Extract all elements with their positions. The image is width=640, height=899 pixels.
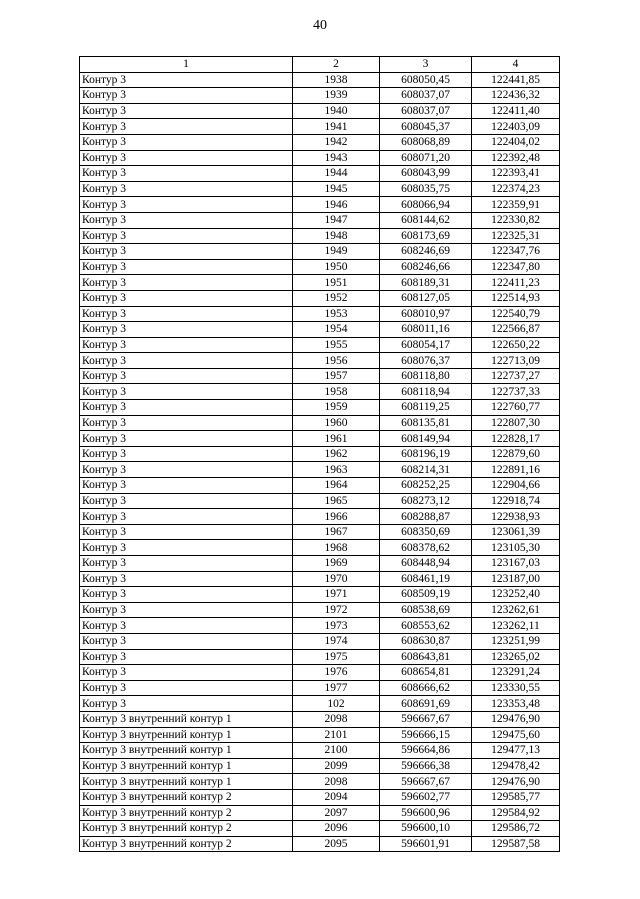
contour-name-cell: Контур 3 [80, 244, 293, 260]
y-coordinate-cell: 123291,24 [472, 665, 560, 681]
table-row [80, 166, 560, 182]
point-number-cell: 1968 [293, 540, 380, 556]
table-row [80, 774, 560, 790]
contour-name-cell: Контур 3 [80, 134, 293, 150]
contour-name-cell: Контур 3 [80, 88, 293, 104]
y-coordinate-cell: 122325,31 [472, 228, 560, 244]
contour-name-cell: Контур 3 [80, 228, 293, 244]
contour-name-cell: Контур 3 внутренний контур 1 [80, 743, 293, 759]
y-coordinate-cell: 122566,87 [472, 322, 560, 338]
y-coordinate-cell: 122392,48 [472, 150, 560, 166]
y-coordinate-cell: 122737,33 [472, 384, 560, 400]
point-number-cell: 1976 [293, 665, 380, 681]
point-number-cell: 1939 [293, 88, 380, 104]
contour-name-cell: Контур 3 [80, 197, 293, 213]
x-coordinate-cell: 608288,87 [380, 509, 472, 525]
contour-name-cell: Контур 3 [80, 103, 293, 119]
table-row [80, 789, 560, 805]
y-coordinate-cell: 129476,90 [472, 774, 560, 790]
contour-name-cell: Контур 3 [80, 556, 293, 572]
contour-name-cell: Контур 3 [80, 602, 293, 618]
table-row [80, 805, 560, 821]
header-col-2: 2 [293, 57, 380, 73]
point-number-cell: 1970 [293, 571, 380, 587]
contour-name-cell: Контур 3 внутренний контур 1 [80, 727, 293, 743]
y-coordinate-cell: 123262,61 [472, 602, 560, 618]
y-coordinate-cell: 122918,74 [472, 493, 560, 509]
point-number-cell: 1975 [293, 649, 380, 665]
contour-name-cell: Контур 3 [80, 587, 293, 603]
y-coordinate-cell: 129476,90 [472, 711, 560, 727]
x-coordinate-cell: 608127,05 [380, 290, 472, 306]
point-number-cell: 1952 [293, 290, 380, 306]
x-coordinate-cell: 608035,75 [380, 181, 472, 197]
point-number-cell: 1958 [293, 384, 380, 400]
table-row [80, 88, 560, 104]
coordinates-table [79, 56, 560, 852]
point-number-cell: 1945 [293, 181, 380, 197]
header-col-4: 4 [472, 57, 560, 73]
table-row [80, 711, 560, 727]
x-coordinate-cell: 608189,31 [380, 275, 472, 291]
y-coordinate-cell: 129477,13 [472, 743, 560, 759]
contour-name-cell: Контур 3 внутренний контур 1 [80, 774, 293, 790]
y-coordinate-cell: 122879,60 [472, 446, 560, 462]
y-coordinate-cell: 129475,60 [472, 727, 560, 743]
table-row [80, 119, 560, 135]
table-row [80, 306, 560, 322]
x-coordinate-cell: 608054,17 [380, 337, 472, 353]
point-number-cell: 1973 [293, 618, 380, 634]
x-coordinate-cell: 608010,97 [380, 306, 472, 322]
x-coordinate-cell: 596601,91 [380, 836, 472, 852]
point-number-cell: 1961 [293, 431, 380, 447]
y-coordinate-cell: 122891,16 [472, 462, 560, 478]
point-number-cell: 2098 [293, 774, 380, 790]
x-coordinate-cell: 608378,62 [380, 540, 472, 556]
point-number-cell: 1944 [293, 166, 380, 182]
x-coordinate-cell: 608654,81 [380, 665, 472, 681]
contour-name-cell: Контур 3 [80, 72, 293, 88]
x-coordinate-cell: 608037,07 [380, 103, 472, 119]
contour-name-cell: Контур 3 [80, 384, 293, 400]
x-coordinate-cell: 596664,86 [380, 743, 472, 759]
contour-name-cell: Контур 3 внутренний контур 2 [80, 805, 293, 821]
contour-name-cell: Контур 3 [80, 322, 293, 338]
point-number-cell: 2094 [293, 789, 380, 805]
table-row [80, 727, 560, 743]
y-coordinate-cell: 122540,79 [472, 306, 560, 322]
contour-name-cell: Контур 3 [80, 212, 293, 228]
x-coordinate-cell: 608273,12 [380, 493, 472, 509]
table-row [80, 571, 560, 587]
point-number-cell: 1941 [293, 119, 380, 135]
point-number-cell: 1947 [293, 212, 380, 228]
contour-name-cell: Контур 3 [80, 633, 293, 649]
y-coordinate-cell: 122441,85 [472, 72, 560, 88]
point-number-cell: 1972 [293, 602, 380, 618]
x-coordinate-cell: 608643,81 [380, 649, 472, 665]
x-coordinate-cell: 596666,38 [380, 758, 472, 774]
x-coordinate-cell: 608448,94 [380, 556, 472, 572]
y-coordinate-cell: 123330,55 [472, 680, 560, 696]
contour-name-cell: Контур 3 [80, 431, 293, 447]
contour-name-cell: Контур 3 внутренний контур 1 [80, 711, 293, 727]
table-row [80, 384, 560, 400]
x-coordinate-cell: 596602,77 [380, 789, 472, 805]
x-coordinate-cell: 608043,99 [380, 166, 472, 182]
point-number-cell: 1959 [293, 400, 380, 416]
table-row [80, 758, 560, 774]
x-coordinate-cell: 608350,69 [380, 524, 472, 540]
x-coordinate-cell: 608246,69 [380, 244, 472, 260]
point-number-cell: 1948 [293, 228, 380, 244]
table-row [80, 633, 560, 649]
x-coordinate-cell: 608045,37 [380, 119, 472, 135]
contour-name-cell: Контур 3 [80, 368, 293, 384]
table-row [80, 493, 560, 509]
contour-name-cell: Контур 3 [80, 509, 293, 525]
y-coordinate-cell: 129587,58 [472, 836, 560, 852]
point-number-cell: 1938 [293, 72, 380, 88]
point-number-cell: 1963 [293, 462, 380, 478]
y-coordinate-cell: 122411,40 [472, 103, 560, 119]
y-coordinate-cell: 122347,76 [472, 244, 560, 260]
point-number-cell: 1957 [293, 368, 380, 384]
table-row [80, 72, 560, 88]
y-coordinate-cell: 129586,72 [472, 821, 560, 837]
contour-name-cell: Контур 3 внутренний контур 1 [80, 758, 293, 774]
point-number-cell: 1969 [293, 556, 380, 572]
x-coordinate-cell: 608011,16 [380, 322, 472, 338]
point-number-cell: 1966 [293, 509, 380, 525]
table-row [80, 368, 560, 384]
table-row [80, 836, 560, 852]
point-number-cell: 1977 [293, 680, 380, 696]
table-row [80, 150, 560, 166]
point-number-cell: 1974 [293, 633, 380, 649]
y-coordinate-cell: 123251,99 [472, 633, 560, 649]
table-row [80, 212, 560, 228]
x-coordinate-cell: 608118,80 [380, 368, 472, 384]
x-coordinate-cell: 596600,96 [380, 805, 472, 821]
header-row [80, 57, 560, 73]
contour-name-cell: Контур 3 [80, 540, 293, 556]
y-coordinate-cell: 122347,80 [472, 259, 560, 275]
y-coordinate-cell: 123265,02 [472, 649, 560, 665]
x-coordinate-cell: 608252,25 [380, 478, 472, 494]
x-coordinate-cell: 608076,37 [380, 353, 472, 369]
point-number-cell: 1971 [293, 587, 380, 603]
point-number-cell: 1960 [293, 415, 380, 431]
point-number-cell: 1962 [293, 446, 380, 462]
contour-name-cell: Контур 3 [80, 119, 293, 135]
contour-name-cell: Контур 3 [80, 696, 293, 712]
table-row [80, 602, 560, 618]
table-row [80, 353, 560, 369]
y-coordinate-cell: 122713,09 [472, 353, 560, 369]
contour-name-cell: Контур 3 [80, 649, 293, 665]
point-number-cell: 2099 [293, 758, 380, 774]
table-row [80, 649, 560, 665]
contour-name-cell: Контур 3 [80, 478, 293, 494]
y-coordinate-cell: 122404,02 [472, 134, 560, 150]
x-coordinate-cell: 596667,67 [380, 711, 472, 727]
x-coordinate-cell: 608691,69 [380, 696, 472, 712]
x-coordinate-cell: 608246,66 [380, 259, 472, 275]
y-coordinate-cell: 123105,30 [472, 540, 560, 556]
point-number-cell: 1955 [293, 337, 380, 353]
x-coordinate-cell: 608196,19 [380, 446, 472, 462]
x-coordinate-cell: 608553,62 [380, 618, 472, 634]
x-coordinate-cell: 608144,62 [380, 212, 472, 228]
table-row [80, 821, 560, 837]
y-coordinate-cell: 129584,92 [472, 805, 560, 821]
point-number-cell: 2101 [293, 727, 380, 743]
header-col-3: 3 [380, 57, 472, 73]
y-coordinate-cell: 122737,27 [472, 368, 560, 384]
table-row [80, 228, 560, 244]
point-number-cell: 1956 [293, 353, 380, 369]
y-coordinate-cell: 122904,66 [472, 478, 560, 494]
contour-name-cell: Контур 3 [80, 259, 293, 275]
y-coordinate-cell: 122411,23 [472, 275, 560, 291]
contour-name-cell: Контур 3 [80, 462, 293, 478]
table-row [80, 665, 560, 681]
page-number: 40 [313, 18, 327, 33]
contour-name-cell: Контур 3 внутренний контур 2 [80, 821, 293, 837]
point-number-cell: 1953 [293, 306, 380, 322]
y-coordinate-cell: 122938,93 [472, 509, 560, 525]
x-coordinate-cell: 608050,45 [380, 72, 472, 88]
table-header [80, 57, 560, 73]
table-row [80, 540, 560, 556]
point-number-cell: 1949 [293, 244, 380, 260]
point-number-cell: 1940 [293, 103, 380, 119]
table-row [80, 181, 560, 197]
table-row [80, 587, 560, 603]
contour-name-cell: Контур 3 [80, 665, 293, 681]
contour-name-cell: Контур 3 [80, 618, 293, 634]
table-row [80, 322, 560, 338]
table-body [80, 72, 560, 852]
y-coordinate-cell: 122374,23 [472, 181, 560, 197]
point-number-cell: 2096 [293, 821, 380, 837]
table-row [80, 337, 560, 353]
point-number-cell: 2095 [293, 836, 380, 852]
x-coordinate-cell: 608509,19 [380, 587, 472, 603]
table-row [80, 743, 560, 759]
x-coordinate-cell: 608068,89 [380, 134, 472, 150]
x-coordinate-cell: 608538,69 [380, 602, 472, 618]
x-coordinate-cell: 596667,67 [380, 774, 472, 790]
contour-name-cell: Контур 3 [80, 400, 293, 416]
point-number-cell: 1942 [293, 134, 380, 150]
table-row [80, 680, 560, 696]
y-coordinate-cell: 123187,00 [472, 571, 560, 587]
contour-name-cell: Контур 3 [80, 415, 293, 431]
x-coordinate-cell: 608173,69 [380, 228, 472, 244]
table-row [80, 524, 560, 540]
y-coordinate-cell: 122436,32 [472, 88, 560, 104]
y-coordinate-cell: 123252,40 [472, 587, 560, 603]
x-coordinate-cell: 596600,10 [380, 821, 472, 837]
table-row [80, 197, 560, 213]
y-coordinate-cell: 129478,42 [472, 758, 560, 774]
y-coordinate-cell: 123262,11 [472, 618, 560, 634]
header-col-1: 1 [80, 57, 293, 73]
x-coordinate-cell: 608066,94 [380, 197, 472, 213]
y-coordinate-cell: 122514,93 [472, 290, 560, 306]
table-row [80, 478, 560, 494]
y-coordinate-cell: 122807,30 [472, 415, 560, 431]
table-row [80, 134, 560, 150]
contour-name-cell: Контур 3 [80, 150, 293, 166]
point-number-cell: 1965 [293, 493, 380, 509]
contour-name-cell: Контур 3 внутренний контур 2 [80, 836, 293, 852]
y-coordinate-cell: 122393,41 [472, 166, 560, 182]
y-coordinate-cell: 129585,77 [472, 789, 560, 805]
table-row [80, 259, 560, 275]
x-coordinate-cell: 608119,25 [380, 400, 472, 416]
contour-name-cell: Контур 3 [80, 290, 293, 306]
point-number-cell: 1950 [293, 259, 380, 275]
table-row [80, 556, 560, 572]
point-number-cell: 1954 [293, 322, 380, 338]
point-number-cell: 1946 [293, 197, 380, 213]
y-coordinate-cell: 122359,91 [472, 197, 560, 213]
y-coordinate-cell: 123167,03 [472, 556, 560, 572]
table-row [80, 400, 560, 416]
x-coordinate-cell: 608118,94 [380, 384, 472, 400]
point-number-cell: 1967 [293, 524, 380, 540]
contour-name-cell: Контур 3 [80, 306, 293, 322]
point-number-cell: 1964 [293, 478, 380, 494]
contour-name-cell: Контур 3 [80, 337, 293, 353]
contour-name-cell: Контур 3 [80, 166, 293, 182]
table-row [80, 244, 560, 260]
x-coordinate-cell: 596666,15 [380, 727, 472, 743]
y-coordinate-cell: 122330,82 [472, 212, 560, 228]
contour-name-cell: Контур 3 внутренний контур 2 [80, 789, 293, 805]
point-number-cell: 102 [293, 696, 380, 712]
table-row [80, 446, 560, 462]
contour-name-cell: Контур 3 [80, 571, 293, 587]
y-coordinate-cell: 122828,17 [472, 431, 560, 447]
table-row [80, 275, 560, 291]
point-number-cell: 2098 [293, 711, 380, 727]
contour-name-cell: Контур 3 [80, 680, 293, 696]
table-row [80, 103, 560, 119]
table-row [80, 415, 560, 431]
contour-name-cell: Контур 3 [80, 524, 293, 540]
x-coordinate-cell: 608214,31 [380, 462, 472, 478]
table-row [80, 290, 560, 306]
table-row [80, 696, 560, 712]
x-coordinate-cell: 608135,81 [380, 415, 472, 431]
point-number-cell: 1943 [293, 150, 380, 166]
table-row [80, 618, 560, 634]
contour-name-cell: Контур 3 [80, 353, 293, 369]
contour-name-cell: Контур 3 [80, 181, 293, 197]
y-coordinate-cell: 122403,09 [472, 119, 560, 135]
x-coordinate-cell: 608666,62 [380, 680, 472, 696]
contour-name-cell: Контур 3 [80, 446, 293, 462]
y-coordinate-cell: 123061,39 [472, 524, 560, 540]
y-coordinate-cell: 122760,77 [472, 400, 560, 416]
y-coordinate-cell: 123353,48 [472, 696, 560, 712]
contour-name-cell: Контур 3 [80, 275, 293, 291]
contour-name-cell: Контур 3 [80, 493, 293, 509]
point-number-cell: 2100 [293, 743, 380, 759]
table-row [80, 462, 560, 478]
y-coordinate-cell: 122650,22 [472, 337, 560, 353]
x-coordinate-cell: 608037,07 [380, 88, 472, 104]
x-coordinate-cell: 608071,20 [380, 150, 472, 166]
table-row [80, 431, 560, 447]
x-coordinate-cell: 608149,94 [380, 431, 472, 447]
x-coordinate-cell: 608630,87 [380, 633, 472, 649]
point-number-cell: 1951 [293, 275, 380, 291]
x-coordinate-cell: 608461,19 [380, 571, 472, 587]
table-row [80, 509, 560, 525]
point-number-cell: 2097 [293, 805, 380, 821]
